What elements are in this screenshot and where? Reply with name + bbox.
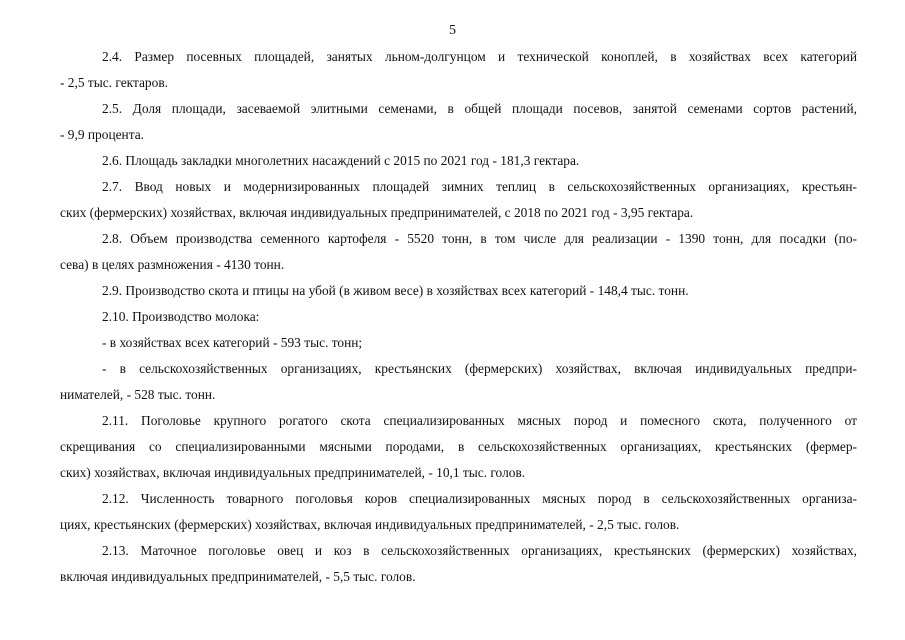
text-line: 2.6. Площадь закладки многолетних насаждений с 2015 по 2021 год - 181,3 гектара. xyxy=(102,153,580,168)
text-line: ских (фермерских) хозяйствах, включая индивидуальных предпринимателей, с 2018 по 2021 год - 3,95 гектара. xyxy=(60,205,694,220)
paragraph xyxy=(60,44,857,96)
paragraph xyxy=(60,486,857,538)
text-line: 2.4. Размер посевных площадей, занятых льном-долгунцом и технической коноплей, в хозяйствах всех категорий xyxy=(102,49,857,64)
page-number: 5 xyxy=(449,23,456,38)
paragraph xyxy=(60,356,857,408)
text-line: 2.13. Маточное поголовье овец и коз в сельскохозяйственных организациях, крестьянских (фермерских) хозяйствах, xyxy=(102,543,857,558)
text-line: циях, крестьянских (фермерских) хозяйствах, включая индивидуальных предпринимателей, - 2,5 тыс. голов. xyxy=(60,517,680,532)
text-line: 2.12. Численность товарного поголовья коров специализированных мясных пород в сельскохозяйственных организа- xyxy=(102,491,857,506)
text-line: - в сельскохозяйственных организациях, крестьянских (фермерских) хозяйствах, включая индивидуальных предпри- xyxy=(102,361,857,376)
document-body xyxy=(60,44,857,590)
paragraph xyxy=(60,226,857,278)
text-line: 2.9. Производство скота и птицы на убой (в живом весе) в хозяйствах всех категорий - 148,4 тыс. тонн. xyxy=(102,283,689,298)
text-line: - 9,9 процента. xyxy=(60,127,145,142)
paragraph xyxy=(60,538,857,590)
paragraph xyxy=(60,304,857,330)
paragraph xyxy=(60,330,857,356)
text-line: включая индивидуальных предпринимателей, - 5,5 тыс. голов. xyxy=(60,569,416,584)
text-line: - в хозяйствах всех категорий - 593 тыс. тонн; xyxy=(102,335,363,350)
text-line: 2.5. Доля площади, засеваемой элитными семенами, в общей площади посевов, занятой семенами сортов растений, xyxy=(102,101,857,116)
paragraph xyxy=(60,148,857,174)
text-line: нимателей, - 528 тыс. тонн. xyxy=(60,387,216,402)
text-line: ских) хозяйствах, включая индивидуальных предпринимателей, - 10,1 тыс. голов. xyxy=(60,465,526,480)
text-line: 2.10. Производство молока: xyxy=(102,309,260,324)
paragraph xyxy=(60,408,857,486)
paragraph xyxy=(60,278,857,304)
text-line: 2.8. Объем производства семенного картофеля - 5520 тонн, в том числе для реализации - 1390 тонн, для посадки (по- xyxy=(102,231,857,246)
text-line: сева) в целях размножения - 4130 тонн. xyxy=(60,257,285,272)
text-line: скрещивания со специализированными мясными породами, в сельскохозяйственных организациях, крестьянских (фермер- xyxy=(60,439,857,454)
paragraph xyxy=(60,96,857,148)
paragraph xyxy=(60,174,857,226)
text-line: 2.11. Поголовье крупного рогатого скота специализированных мясных пород и помесного скота, полученного от xyxy=(102,413,857,428)
text-line: - 2,5 тыс. гектаров. xyxy=(60,75,168,90)
text-line: 2.7. Ввод новых и модернизированных площадей зимних теплиц в сельскохозяйственных организациях, крестьян- xyxy=(102,179,857,194)
